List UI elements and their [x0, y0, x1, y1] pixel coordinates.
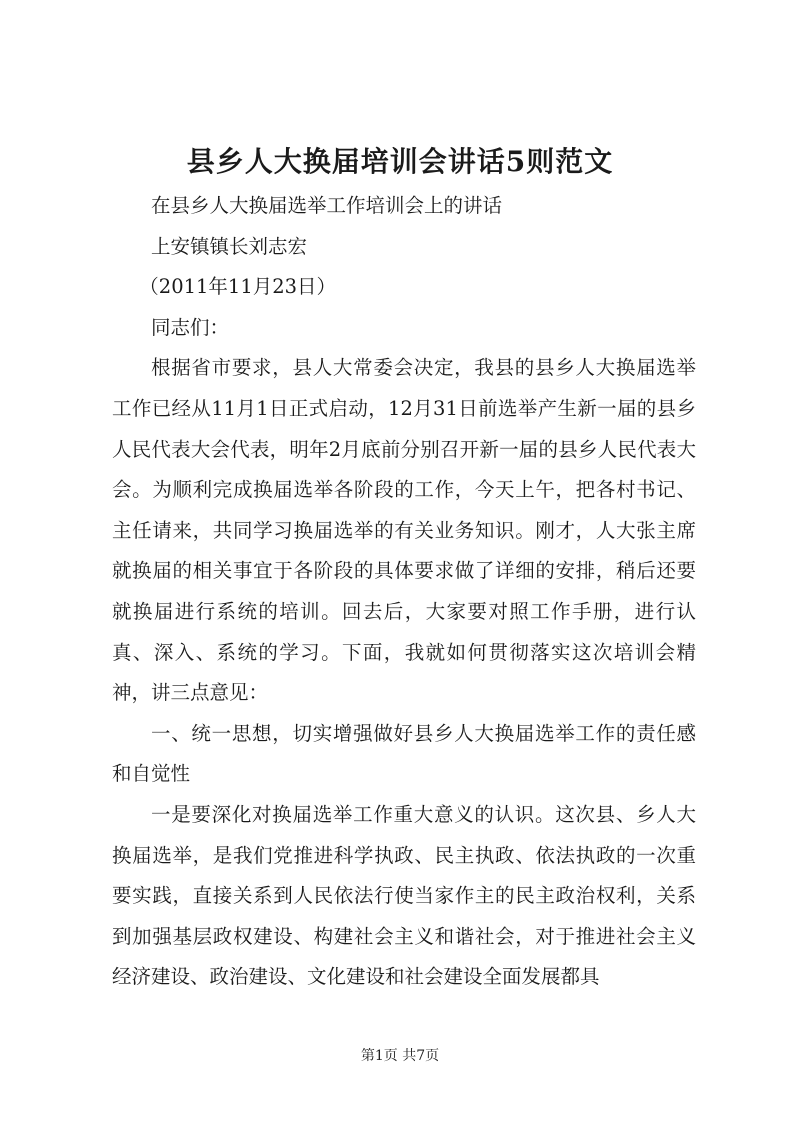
salutation: 同志们：: [151, 315, 230, 339]
speaker-line: 上安镇镇长刘志宏: [151, 234, 308, 258]
page-footer: 第1页 共7页: [360, 1048, 440, 1064]
document-body: [112, 186, 696, 998]
document-title: 县乡人大换届培训会讲话5则范文: [186, 145, 614, 178]
speech-heading: 在县乡人大换届选举工作培训会上的讲话: [151, 194, 503, 217]
body-paragraph: 一是要深化对换届选举工作重大意义的认识。这次县、乡人大换届选举，是我们党推进科学执政、民主执政、依法执政的一次重要实践，直接关系到人民依法行使当家作主的民主政治权利，关系到加强基层政权建设、构建社会主义和谐社会，对于推进社会主义经济建设、政治建设、文化建设和社会建设全面发展都具: [112, 802, 696, 989]
section-heading: 一、统一思想，切实增强做好县乡人大换届选举工作的责任感和自觉性: [112, 721, 696, 786]
speech-date: （2011年11月23日）: [139, 275, 337, 299]
body-paragraph: 根据省市要求，县人大常委会决定，我县的县乡人大换届选举工作已经从11月1日正式启动，12月31日前选举产生新一届的县乡人民代表大会代表，明年2月底前分别召开新一届的县乡人民代表大会。为顺利完成换届选举各阶段的工作，今天上午，把各村书记、主任请来，共同学习换届选举的有关业务知识。刚才，人大张主席就换届的相关事宜于各阶段的具体要求做了详细的安排，稍后还要就换届进行系统的培训。回去后，大家要对照工作手册，进行认真、深入、系统的学习。下面，我就如何贯彻落实这次培训会精神，讲三点意见：: [112, 356, 696, 705]
